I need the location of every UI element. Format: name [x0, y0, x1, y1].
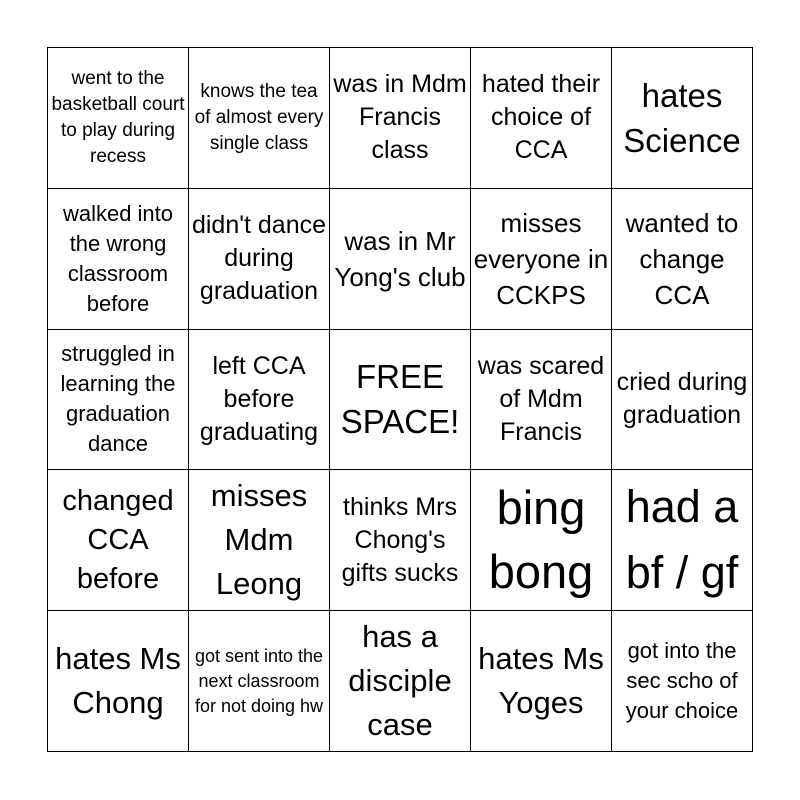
bingo-cell-text: struggled in learning the graduation dance	[60, 341, 176, 457]
bingo-cell-r1c4[interactable]	[471, 48, 612, 189]
bingo-cell-text: hated their choice of CCA	[481, 70, 601, 165]
bingo-cell-r5c4[interactable]	[471, 611, 612, 752]
bingo-cell-text: cried during graduation	[616, 368, 748, 430]
bingo-cell-r4c2[interactable]	[189, 470, 330, 611]
bingo-cell-r4c1[interactable]	[48, 470, 189, 611]
bingo-cell-text: got into the sec scho of your choice	[625, 638, 739, 724]
bingo-cell-text: was scared of Mdm Francis	[477, 351, 605, 446]
bingo-cell-r3c1[interactable]	[48, 330, 189, 471]
bingo-cell-r4c5[interactable]	[612, 470, 753, 611]
bingo-cell-text: misses Mdm Leong	[210, 478, 308, 602]
bingo-cell-r5c1[interactable]	[48, 611, 189, 752]
bingo-cell-text: hates Ms Yoges	[478, 641, 604, 721]
bingo-cell-text: hates Science	[623, 76, 741, 159]
bingo-cell-text: went to the basketball court to play during recess	[51, 67, 185, 167]
bingo-cell-r2c1[interactable]	[48, 189, 189, 330]
bingo-cell-r4c4[interactable]	[471, 470, 612, 611]
bingo-cell-text: thinks Mrs Chong's gifts sucks	[341, 492, 459, 587]
bingo-cell-r2c3[interactable]	[330, 189, 471, 330]
bingo-board	[47, 47, 753, 752]
bingo-cell-r1c1[interactable]	[48, 48, 189, 189]
bingo-cell-r1c2[interactable]	[189, 48, 330, 189]
bingo-cell-text: has a disciple case	[348, 619, 452, 743]
bingo-cell-text: knows the tea of almost every single class	[194, 80, 324, 154]
bingo-cell-r2c5[interactable]	[612, 189, 753, 330]
bingo-cell-text: was in Mr Yong's club	[334, 225, 466, 292]
bingo-cell-text: misses everyone in CCKPS	[473, 207, 609, 310]
bingo-cell-r3c4[interactable]	[471, 330, 612, 471]
bingo-cell-r5c3[interactable]	[330, 611, 471, 752]
bingo-cell-r4c3[interactable]	[330, 470, 471, 611]
bingo-cell-r3c3[interactable]	[330, 330, 471, 471]
bingo-cell-text: walked into the wrong classroom before	[62, 200, 174, 316]
bingo-cell-r1c5[interactable]	[612, 48, 753, 189]
bingo-cell-text: bing bong	[488, 481, 594, 599]
bingo-cell-text: didn't dance during graduation	[191, 211, 327, 306]
bingo-cell-r1c3[interactable]	[330, 48, 471, 189]
bingo-cell-r3c2[interactable]	[189, 330, 330, 471]
bingo-cell-r2c2[interactable]	[189, 189, 330, 330]
bingo-cell-text: changed CCA before	[62, 484, 174, 595]
bingo-cell-text: got sent into the next classroom for not doing hw	[194, 645, 324, 716]
bingo-cell-r3c5[interactable]	[612, 330, 753, 471]
bingo-cell-r5c2[interactable]	[189, 611, 330, 752]
bingo-cell-text: left CCA before graduating	[199, 351, 319, 446]
bingo-cell-r5c5[interactable]	[612, 611, 753, 752]
bingo-cell-text: wanted to change CCA	[625, 207, 739, 310]
bingo-cell-text: had a bf / gf	[625, 481, 739, 599]
bingo-cell-r2c4[interactable]	[471, 189, 612, 330]
bingo-cell-text: hates Ms Chong	[55, 641, 181, 721]
bingo-cell-text: FREE SPACE!	[340, 358, 460, 441]
bingo-cell-text: was in Mdm Francis class	[333, 70, 467, 165]
